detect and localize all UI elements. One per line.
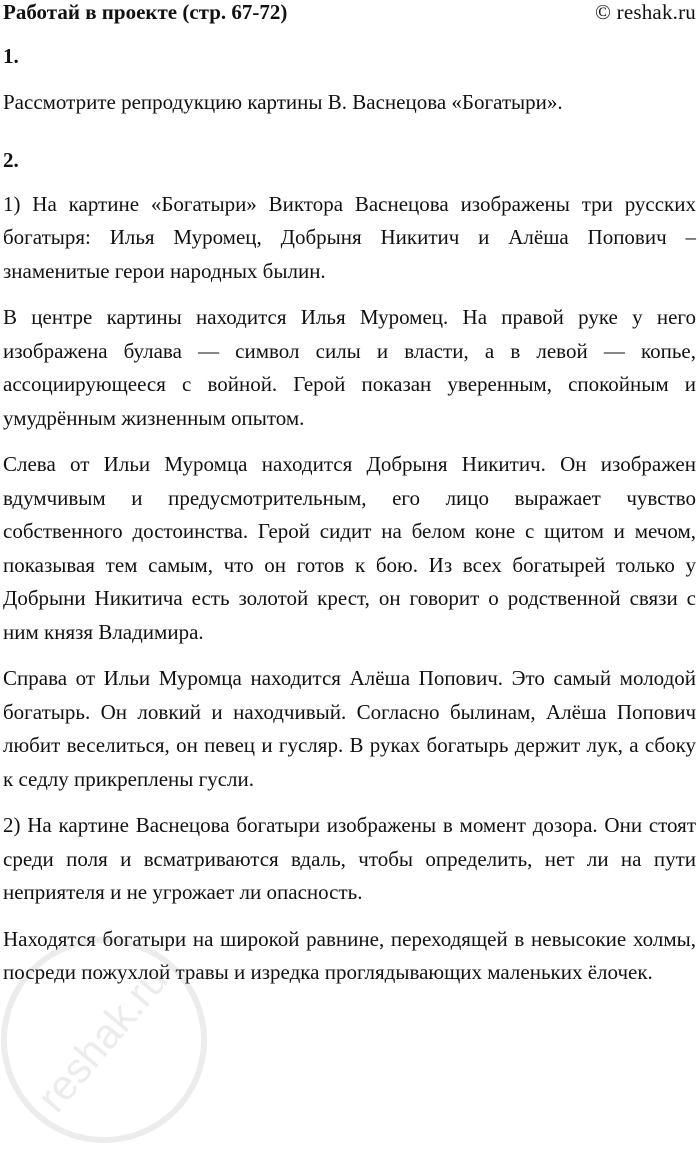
answer-paragraph: 1) На картине «Богатыри» Виктора Васнецова изображены три русских богатыря: Илья Муромец, Добрыня Никитич и Алёша Попович – знаменитые герои народных былин. xyxy=(3,191,696,283)
page-title: Работай в проекте (стр. 67-72) xyxy=(3,0,288,24)
page-header xyxy=(3,0,696,26)
task-number-1: 1. xyxy=(3,44,19,68)
task-1-text: Рассмотрите репродукцию картины В. Васнецова «Богатыри». xyxy=(3,90,563,114)
site-brand: © reshak.ru xyxy=(595,0,696,24)
answer-paragraph: Слева от Ильи Муромца находится Добрыня Никитич. Он изображен вдумчивым и предусмотрительным, его лицо выражает чувство собственного достоинства. Герой сидит на белом коне с щитом и мечом, показывая тем самым, что он готов к бою. Из всех богатырей только у Добрыни Никитича есть золотой крест, он говорит о родственной связи с ним князя Владимира. xyxy=(3,452,696,644)
answer-paragraph: Находятся богатыри на широкой равнине, переходящей в невысокие холмы, посреди пожухлой травы и изредка проглядывающих маленьких ёлочек. xyxy=(3,926,696,984)
watermark-text: reshak.ru xyxy=(27,956,177,1121)
answer-paragraph: В центре картины находится Илья Муромец. На правой руке у него изображена булава — символ силы и власти, а в левой — копье, ассоциирующееся с войной. Герой показан уверенным, спокойным и умудрённым жизненным опытом. xyxy=(3,305,696,430)
answer-paragraph: Справа от Ильи Муромца находится Алёша Попович. Это самый молодой богатырь. Он ловкий и находчивый. Согласно былинам, Алёша Попович любит веселиться, он певец и гусляр. В руках богатырь держит лук, а сбоку к седлу прикреплены гусли. xyxy=(3,666,696,791)
answer-paragraph: 2) На картине Васнецова богатыри изображены в момент дозора. Они стоят среди поля и всматриваются вдаль, чтобы определить, нет ли на пути неприятеля и не угрожает ли опасность. xyxy=(3,813,696,904)
task-number-2: 2. xyxy=(3,147,19,172)
